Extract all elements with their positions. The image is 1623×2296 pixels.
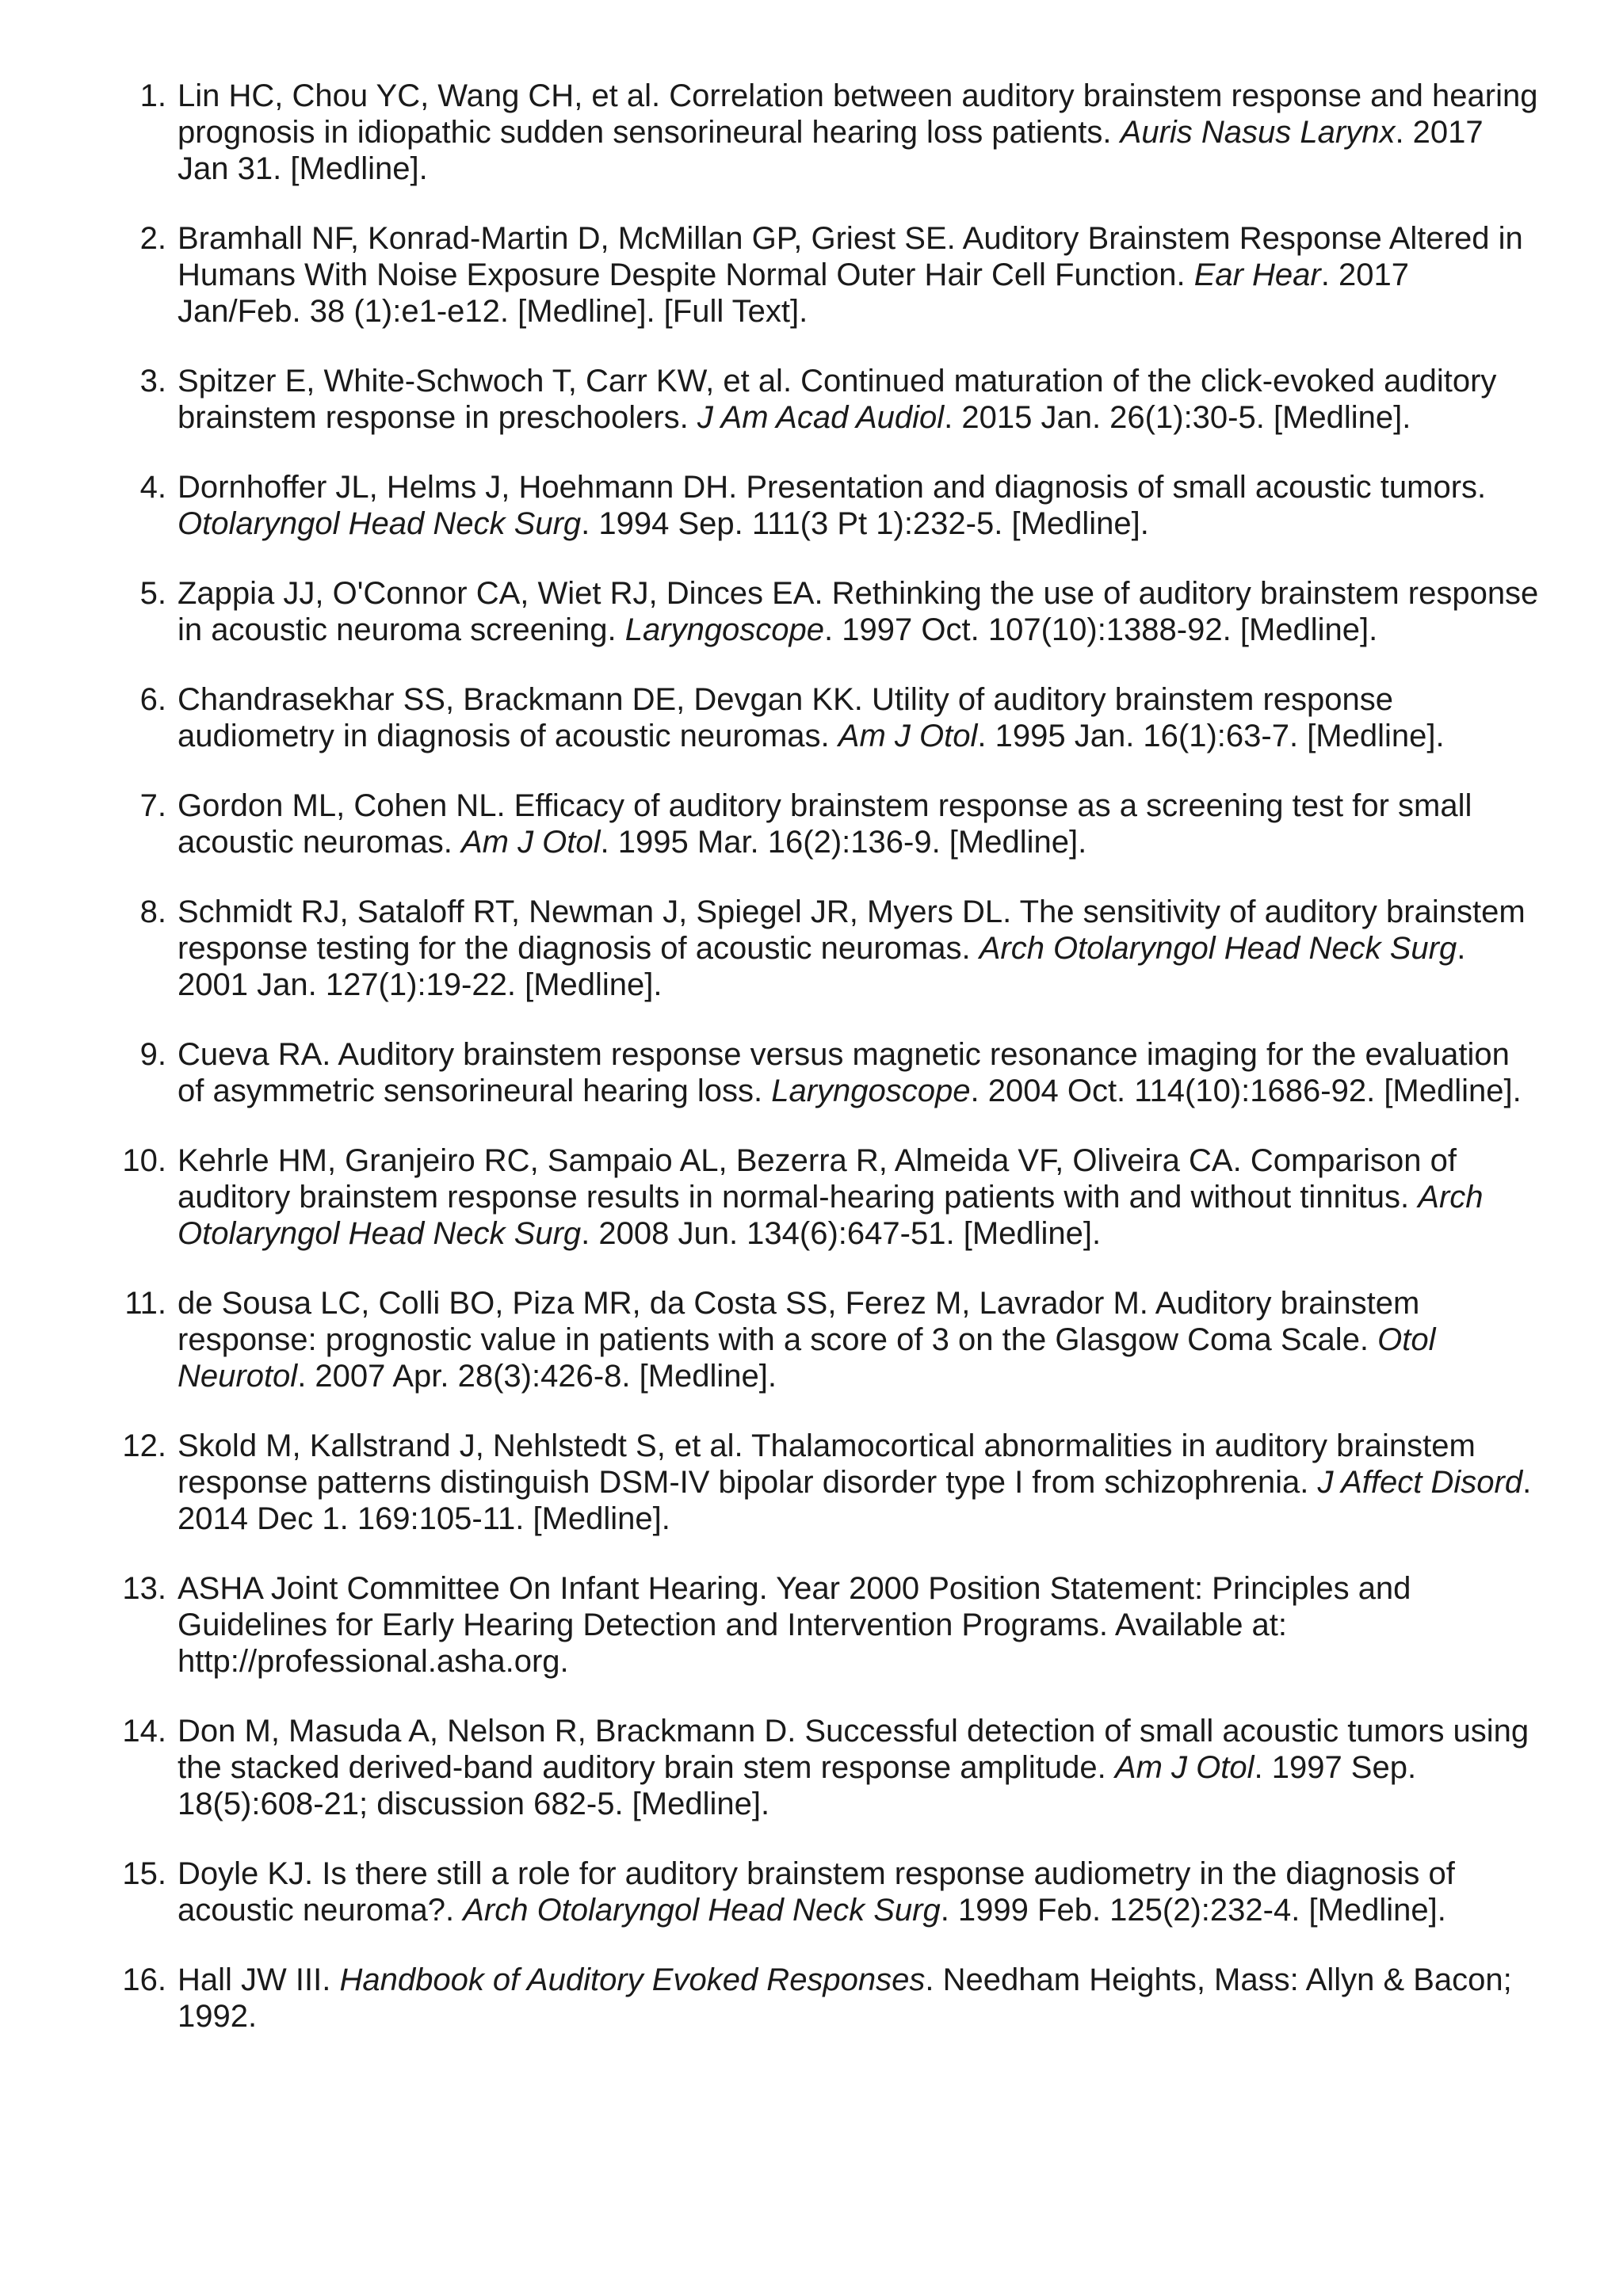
reference-number: 7. — [139, 788, 166, 823]
reference-text-segment: Schmidt RJ, Sataloff RT, Newman J, Spiegel JR, Myers DL. The sensitivity of auditory brainstem response testing for the diagnosis of acoustic neuromas. — [178, 894, 1526, 966]
reference-number: 10. — [122, 1143, 166, 1178]
reference-text-segment: Skold M, Kallstrand J, Nehlstedt S, et al. Thalamocortical abnormalities in auditory brainstem response patterns distinguish DSM-IV bipolar disorder type I from schizophrenia. — [178, 1428, 1476, 1500]
reference-text-segment: . 1994 Sep. 111(3 Pt 1):232-5. [Medline]. — [581, 506, 1149, 541]
reference-text-segment: . 2001 Jan. 127(1):19-22. [Medline]. — [178, 931, 1466, 1002]
reference-number: 2. — [139, 221, 166, 256]
reference-number: 8. — [139, 894, 166, 929]
reference-text-segment: . 1997 Oct. 107(10):1388-92. [Medline]. — [824, 612, 1378, 647]
reference-text — [178, 1571, 1411, 1679]
reference-number: 11. — [124, 1286, 166, 1321]
reference-text — [178, 470, 1486, 541]
reference-text-segment: . 2014 Dec 1. 169:105-11. [Medline]. — [178, 1465, 1532, 1536]
reference-text-segment: Hall JW III. — [178, 1962, 340, 1997]
reference-text-segment: . 2008 Jun. 134(6):647-51. [Medline]. — [581, 1216, 1102, 1251]
reference-source-title: Ear Hear — [1193, 257, 1321, 292]
reference-item — [0, 1962, 1541, 2035]
reference-source-title: Otol Neurotol — [178, 1322, 1436, 1394]
reference-text — [178, 682, 1445, 753]
reference-source-title: Arch Otolaryngol Head Neck Surg — [979, 931, 1457, 966]
reference-text-segment: . 2017 Jan 31. [Medline]. — [178, 115, 1484, 186]
reference-item — [0, 363, 1541, 436]
reference-text-segment: . 1995 Mar. 16(2):136-9. [Medline]. — [600, 825, 1087, 860]
reference-text-segment: . 1995 Jan. 16(1):63-7. [Medline]. — [977, 719, 1445, 753]
reference-text — [178, 1428, 1531, 1536]
reference-text-segment: . 2017 Jan/Feb. 38 (1):e1-e12. [Medline]. [Full Text]. — [178, 257, 1409, 329]
reference-text-segment: . Needham Heights, Mass: Allyn & Bacon; 1992. — [178, 1962, 1512, 2034]
reference-text-segment: . 2007 Apr. 28(3):426-8. [Medline]. — [297, 1359, 777, 1394]
reference-item — [0, 1855, 1541, 1928]
reference-text-segment: Chandrasekhar SS, Brackmann DE, Devgan KK. Utility of auditory brainstem response audiometry in diagnosis of acoustic neuromas. — [178, 682, 1394, 753]
reference-item — [0, 78, 1541, 187]
reference-item — [0, 1036, 1541, 1109]
reference-number: 6. — [139, 682, 166, 717]
reference-source-title: Otolaryngol Head Neck Surg — [178, 506, 582, 541]
reference-text-segment: Zappia JJ, O'Connor CA, Wiet RJ, Dinces EA. Rethinking the use of auditory brainstem response in acoustic neuroma screening. — [178, 576, 1539, 647]
reference-number: 13. — [122, 1571, 166, 1606]
reference-text-segment: . 2004 Oct. 114(10):1686-92. [Medline]. — [970, 1074, 1522, 1108]
reference-text — [178, 221, 1523, 329]
reference-text-segment: Don M, Masuda A, Nelson R, Brackmann D. Successful detection of small acoustic tumors using the stacked derived-band auditory brain stem response amplitude. — [178, 1714, 1529, 1785]
reference-item — [0, 220, 1541, 330]
reference-text-segment: Bramhall NF, Konrad-Martin D, McMillan GP, Griest SE. Auditory Brainstem Response Altered in Humans With Noise Exposure Despite Normal Outer Hair Cell Function. — [178, 221, 1523, 292]
reference-text — [178, 894, 1526, 1002]
reference-text — [178, 1962, 1512, 2034]
reference-source-title: Am J Otol — [1114, 1750, 1254, 1785]
reference-text-segment: Cueva RA. Auditory brainstem response versus magnetic resonance imaging for the evaluation of asymmetric sensorineural hearing loss. — [178, 1037, 1510, 1108]
reference-item — [0, 469, 1541, 542]
reference-item — [0, 1428, 1541, 1537]
reference-item — [0, 575, 1541, 648]
reference-text — [178, 1856, 1455, 1928]
reference-source-title: Laryngoscope — [624, 612, 825, 647]
reference-text-segment: . 1999 Feb. 125(2):232-4. [Medline]. — [940, 1893, 1446, 1928]
reference-source-title: Arch Otolaryngol Head Neck Surg — [178, 1180, 1484, 1251]
reference-item — [0, 1142, 1541, 1252]
reference-source-title: Am J Otol — [838, 719, 978, 753]
reference-text — [178, 576, 1538, 647]
reference-source-title: Handbook of Auditory Evoked Responses — [339, 1962, 926, 1997]
reference-text — [178, 1714, 1529, 1821]
reference-number: 9. — [139, 1037, 166, 1072]
reference-number: 12. — [122, 1428, 166, 1463]
reference-text-segment: Lin HC, Chou YC, Wang CH, et al. Correlation between auditory brainstem response and hearing prognosis in idiopathic sudden sensorineural hearing loss patients. — [178, 78, 1538, 150]
reference-number: 3. — [139, 364, 166, 399]
reference-number: 15. — [122, 1856, 166, 1891]
reference-text — [178, 364, 1496, 435]
reference-number: 16. — [122, 1962, 166, 1997]
reference-text-segment: Dornhoffer JL, Helms J, Hoehmann DH. Presentation and diagnosis of small acoustic tumors. — [178, 470, 1487, 505]
reference-text-segment: Kehrle HM, Granjeiro RC, Sampaio AL, Bezerra R, Almeida VF, Oliveira CA. Comparison of auditory brainstem response results in normal-hearing patients with and without tinnitus. — [178, 1143, 1457, 1215]
reference-list — [0, 78, 1623, 2035]
reference-text-segment: Gordon ML, Cohen NL. Efficacy of auditory brainstem response as a screening test for small acoustic neuromas. — [178, 788, 1472, 860]
reference-number: 14. — [122, 1714, 166, 1749]
reference-text-segment: . 2015 Jan. 26(1):30-5. [Medline]. — [944, 400, 1411, 435]
reference-source-title: J Am Acad Audiol — [697, 400, 945, 435]
reference-source-title: Laryngoscope — [771, 1074, 971, 1108]
reference-source-title: J Affect Disord — [1317, 1465, 1523, 1500]
reference-text-segment: Spitzer E, White-Schwoch T, Carr KW, et al. Continued maturation of the click-evoked auditory brainstem response in preschoolers. — [178, 364, 1497, 435]
reference-item — [0, 1713, 1541, 1822]
reference-number: 5. — [139, 576, 166, 611]
reference-number: 4. — [139, 470, 166, 505]
reference-text-segment: . 1997 Sep. 18(5):608-21; discussion 682-5. [Medline]. — [178, 1750, 1417, 1821]
reference-number: 1. — [139, 78, 166, 113]
reference-item — [0, 1285, 1541, 1394]
reference-source-title: Arch Otolaryngol Head Neck Surg — [463, 1893, 941, 1928]
reference-text-segment: ASHA Joint Committee On Infant Hearing. Year 2000 Position Statement: Principles and Guidelines for Early Hearing Detection and Intervention Programs. Available at: http://professional.asha.org. — [178, 1571, 1411, 1679]
reference-item — [0, 788, 1541, 860]
reference-source-title: Am J Otol — [460, 825, 601, 860]
reference-text — [178, 78, 1537, 186]
reference-text — [178, 1143, 1484, 1251]
reference-item — [0, 681, 1541, 754]
reference-item — [0, 894, 1541, 1003]
reference-text — [178, 788, 1472, 860]
reference-text-segment: Doyle KJ. Is there still a role for auditory brainstem response audiometry in the diagnosis of acoustic neuroma?. — [178, 1856, 1455, 1928]
reference-text — [178, 1286, 1436, 1394]
reference-source-title: Auris Nasus Larynx — [1120, 115, 1396, 150]
reference-text-segment: de Sousa LC, Colli BO, Piza MR, da Costa SS, Ferez M, Lavrador M. Auditory brainstem response: prognostic value in patients with a score of 3 on the Glasgow Coma Scale. — [178, 1286, 1420, 1357]
reference-item — [0, 1570, 1541, 1680]
reference-text — [178, 1037, 1522, 1108]
